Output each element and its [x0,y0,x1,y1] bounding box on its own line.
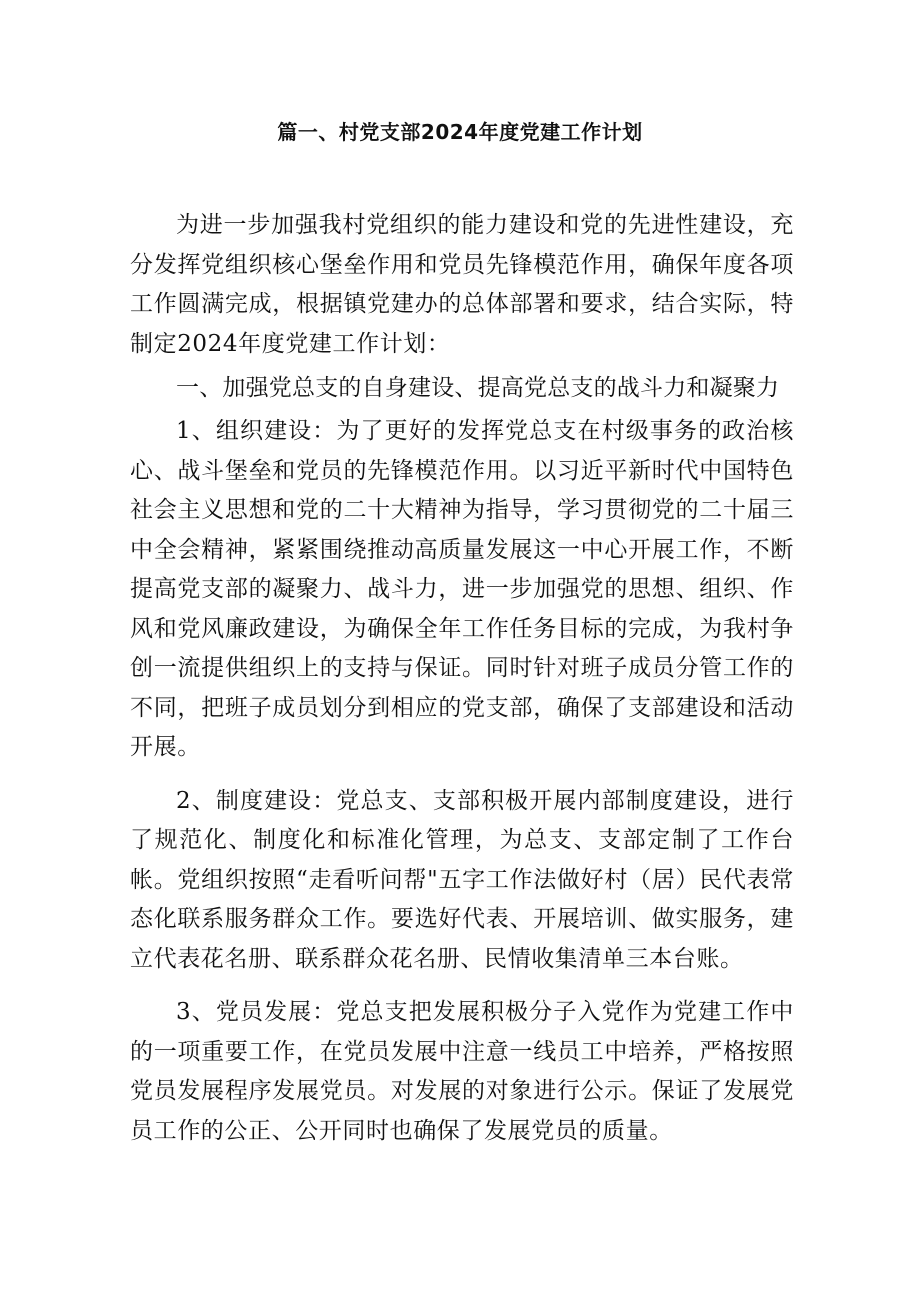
document-title: 篇一、村党支部2024年度党建工作计划 [277,120,643,144]
intro-paragraph: 为进一步加强我村党组织的能力建设和党的先进性建设，充分发挥党组织核心堡垒作用和党员先锋模范作用，确保年度各项工作圆满完成，根据镇党建办的总体部署和要求，结合实际，特制定2024年度党建工作计划： [130,212,794,357]
document-body [130,206,794,1151]
paragraph-system: 2、制度建设：党总支、支部积极开展内部制度建设，进行了规范化、制度化和标准化管理，为总支、支部定制了工作台帐。党组织按照“走看听问帮"五字工作法做好村（居）民代表常态化联系服务群众工作。要选好代表、开展培训、做实服务，建立代表花名册、联系群众花名册、民情收集清单三本台账。 [130,787,794,972]
paragraph-member-development: 3、党员发展：党总支把发展积极分子入党作为党建工作中的一项重要工作，在党员发展中注意一线员工中培养，严格按照党员发展程序发展党员。对发展的对象进行公示。保证了发展党员工作的公正、公开同时也确保了发展党员的质量。 [130,999,794,1144]
section-heading: 一、加强党总支的自身建设、提高党总支的战斗力和凝聚力 [176,375,780,401]
paragraph-organization: 1、组织建设：为了更好的发挥党总支在村级事务的政治核心、战斗堡垒和党员的先锋模范作用。以习近平新时代中国特色社会主义思想和党的二十大精神为指导，学习贯彻党的二十届三中全会精神，紧紧围绕推动高质量发展这一中心开展工作，不断提高党支部的凝聚力、战斗力，进一步加强党的思想、组织、作风和党风廉政建设，为确保全年工作任务目标的完成，为我村争创一流提供组织上的支持与保证。同时针对班子成员分管工作的不同，把班子成员划分到相应的党支部，确保了支部建设和活动开展。 [130,418,794,760]
